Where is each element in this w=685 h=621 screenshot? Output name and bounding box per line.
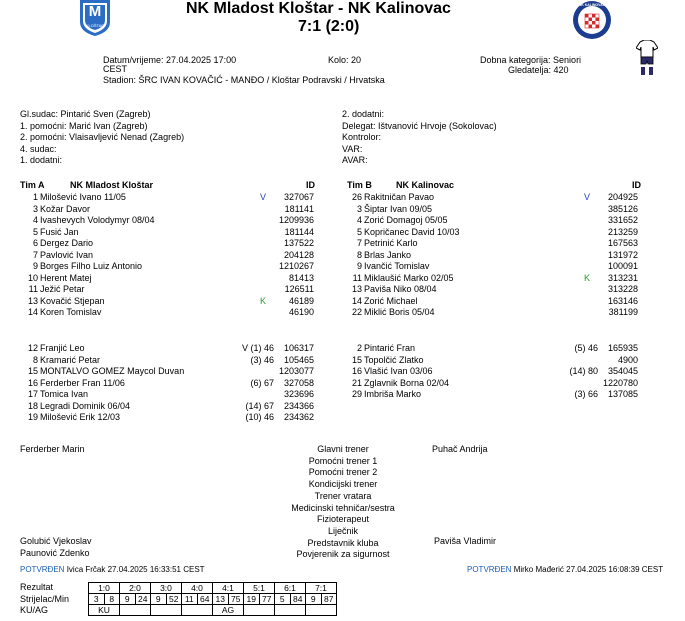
result-kuag-cell: [275, 605, 306, 616]
results-row-label-scorer: Strijelac/Min: [20, 594, 70, 604]
sub-name: Tomica Ivan: [40, 389, 89, 399]
results-row-label-kuag: KU/AG: [20, 605, 49, 615]
age-category: Dobna kategorija: Seniori: [480, 55, 582, 65]
player-id: 181141: [284, 203, 314, 214]
player-id: 100091: [607, 261, 638, 271]
official-left-line: 2. pomoćni: Vlaisavljević Nenad (Zagreb): [20, 132, 185, 142]
player-id: 204128: [283, 249, 314, 260]
sub-in-minute: (6) 67: [250, 377, 274, 388]
sub-number: 17: [27, 389, 38, 399]
sub-name: Imbriša Marko: [364, 389, 422, 399]
sub-number: 16: [27, 377, 38, 388]
player-name: Ivashevych Volodymyr 08/04: [40, 215, 155, 225]
staff-role: Kondicijski trener: [308, 479, 378, 490]
player-id: 167563: [607, 238, 638, 248]
home-confirm-text: Ivica Frčak 27.04.2025 16:33:51 CEST: [66, 565, 205, 574]
away-logo-text: NK KALINOVAC: [578, 3, 606, 7]
sub-number: 19: [27, 412, 38, 422]
player-name: Miklić Boris 05/04: [364, 307, 435, 317]
player-name: Ivančić Tomislav: [364, 261, 430, 271]
spectators: Gledatelja: 420: [508, 65, 569, 75]
result-score-cell: 5:1: [244, 583, 275, 594]
kit-icon: [636, 40, 658, 76]
home-logo-subtext: KLOŠTAR: [85, 23, 105, 28]
result-kuag-cell: AG: [213, 605, 244, 616]
official-left-line: 4. sudac:: [20, 143, 57, 154]
player-number: 7: [356, 238, 362, 248]
team-b-name: NK Kalinovac: [396, 180, 455, 190]
results-table: [88, 582, 337, 616]
team-a-id-header: ID: [306, 180, 315, 190]
sub-number: 2: [356, 343, 362, 353]
player-name: Rakitničan Pavao: [364, 192, 435, 202]
result-scorer-cell: 9: [151, 594, 167, 605]
player-id: 1209936: [278, 215, 314, 225]
staff-role: Predstavnik kluba: [307, 537, 379, 548]
away-team-logo: [572, 0, 612, 40]
sub-name: Vlašić Ivan 03/06: [364, 366, 433, 376]
player-number: 7: [32, 249, 38, 260]
sub-in-minute: (3) 66: [574, 389, 598, 399]
team-b-label: Tim B: [347, 180, 372, 190]
result-score-cell: 6:1: [275, 583, 306, 594]
result-scorer-cell: 11: [182, 594, 198, 605]
match-timezone: CEST: [103, 64, 128, 74]
staff-role: Trener vratara: [314, 490, 372, 501]
sub-in-minute: (3) 46: [250, 354, 274, 365]
player-name: Herent Matej: [40, 272, 92, 283]
away-head-coach: Puhač Andrija: [432, 444, 488, 454]
result-scorer-cell: 87: [321, 594, 337, 605]
player-id: 131972: [607, 249, 638, 260]
sub-id: 105465: [283, 354, 314, 365]
player-id: 126511: [284, 284, 314, 294]
sub-name: Kramarić Petar: [40, 354, 101, 365]
result-kuag-cell: [306, 605, 337, 616]
home-club-rep: Golubić Vjekoslav: [20, 536, 92, 546]
sub-id: 1220780: [602, 377, 638, 388]
player-name: Milošević Ivano 11/05: [40, 192, 126, 202]
player-number: 1: [32, 192, 38, 202]
result-scorer-cell: 9: [306, 594, 322, 605]
player-id: 46190: [288, 307, 314, 317]
result-scorer-cell: 52: [166, 594, 182, 605]
player-name: Paviša Niko 08/04: [364, 284, 437, 294]
result-scorer-cell: 3: [89, 594, 105, 605]
player-name: Kopričanec David 10/03: [364, 226, 460, 237]
player-number: 13: [351, 284, 362, 294]
player-role-mark: V: [260, 192, 267, 202]
sub-in-minute: V (1) 46: [241, 343, 274, 353]
player-number: 9: [356, 261, 362, 271]
player-id: 181144: [284, 226, 314, 237]
result-scorer-cell: 77: [259, 594, 275, 605]
result-scorer-cell: 19: [244, 594, 260, 605]
result-score-cell: 3:0: [151, 583, 182, 594]
result-scorer-cell: 84: [290, 594, 306, 605]
staff-role: Liječnik: [327, 525, 358, 536]
away-confirmation: [467, 565, 663, 574]
player-role-mark: K: [584, 272, 591, 283]
player-id: 313231: [607, 272, 638, 283]
sub-in-minute: (10) 46: [245, 412, 274, 422]
home-security: Paunović Zdenko: [20, 548, 90, 558]
result-scorer-cell: 75: [228, 594, 244, 605]
sub-id: 354045: [607, 366, 638, 376]
player-name: Ježić Petar: [40, 284, 85, 294]
official-left-line: 1. pomoćni: Marić Ivan (Zagreb): [20, 120, 148, 131]
player-number: 8: [356, 249, 362, 260]
home-team-logo: [80, 0, 110, 36]
player-name: Koren Tomislav: [40, 307, 102, 317]
stadium: Stadion: ŠRC IVAN KOVAČIĆ - MANĐO / Kloštar Podravski / Hrvatska: [103, 75, 385, 85]
official-left-line: 1. dodatni:: [20, 155, 63, 165]
result-scorer-cell: 9: [120, 594, 136, 605]
team-a-name: NK Mladost Kloštar: [70, 180, 154, 190]
team-a-label: Tim A: [20, 180, 45, 190]
result-scorer-cell: 13: [213, 594, 229, 605]
player-name: Kovačić Stjepan: [40, 295, 105, 306]
results-row-label-score: Rezultat: [20, 582, 54, 592]
player-name: Borges Filho Luiz Antonio: [40, 261, 143, 271]
sub-id: 323696: [283, 389, 314, 399]
staff-role: Povjerenik za sigurnost: [296, 549, 390, 560]
player-name: Zorić Domagoj 05/05: [364, 215, 448, 225]
player-name: Brlas Janko: [364, 249, 412, 260]
home-confirm-label: POTVRĐEN: [20, 565, 65, 574]
result-score-cell: 2:0: [120, 583, 151, 594]
result-kuag-cell: [120, 605, 151, 616]
sub-name: Legradi Dominik 06/04: [40, 400, 131, 411]
team-b-id-header: ID: [632, 180, 641, 190]
player-name: Dergez Dario: [40, 238, 94, 248]
official-right-line: VAR:: [342, 143, 363, 154]
home-confirmation: [20, 565, 205, 574]
sub-in-minute: (5) 46: [574, 343, 598, 353]
home-logo-letter: M: [88, 3, 102, 20]
sub-id: 234362: [283, 412, 314, 422]
sub-id: 106317: [283, 343, 314, 353]
sub-number: 15: [27, 366, 38, 376]
staff-role: Glavni trener: [317, 444, 369, 454]
player-number: 11: [352, 272, 362, 283]
staff-role: Medicinski tehničar/sestra: [291, 502, 395, 513]
sub-id: 165935: [607, 343, 638, 353]
result-scorer-cell: 8: [104, 594, 120, 605]
player-id: 213259: [607, 226, 638, 237]
player-id: 81413: [288, 272, 314, 283]
player-name: Fusić Jan: [40, 226, 79, 237]
result-kuag-cell: [182, 605, 213, 616]
match-score: 7:1 (2:0): [298, 18, 360, 35]
player-id: 204925: [607, 192, 638, 202]
player-id: 313228: [607, 284, 638, 294]
player-number: 10: [27, 272, 38, 283]
player-name: Petrinić Karlo: [364, 238, 418, 248]
sub-id: 1203077: [278, 366, 314, 376]
result-score-cell: 4:1: [213, 583, 244, 594]
player-id: 331652: [607, 215, 638, 225]
result-kuag-cell: KU: [89, 605, 120, 616]
player-name: Zorić Michael: [364, 295, 418, 306]
sub-name: Pintarić Fran: [364, 343, 416, 353]
player-number: 3: [32, 203, 38, 214]
result-scorer-cell: 64: [197, 594, 213, 605]
player-id: 385126: [607, 203, 638, 214]
player-number: 22: [351, 307, 362, 317]
away-confirm-text: Mirko Mađerić 27.04.2025 16:08:39 CEST: [513, 565, 664, 574]
player-number: 14: [351, 295, 362, 306]
result-score-cell: 7:1: [306, 583, 337, 594]
player-name: Kožar Davor: [40, 203, 91, 214]
player-number: 4: [32, 215, 38, 225]
staff-role: Pomoćni trener 1: [308, 455, 378, 466]
sub-in-minute: (14) 67: [245, 400, 274, 411]
player-number: 4: [356, 215, 362, 225]
staff-role: Fizioterapeut: [316, 514, 370, 525]
away-club-rep: Paviša Vladimir: [434, 536, 497, 546]
sub-name: Zglavnik Borna 02/04: [364, 377, 450, 388]
player-id: 1210267: [278, 261, 314, 271]
player-number: 5: [32, 226, 38, 237]
away-team-name: NK Kalinovac: [347, 0, 451, 17]
result-scorer-cell: 24: [135, 594, 151, 605]
sub-name: Franjić Leo: [40, 343, 85, 353]
title-separator: -: [338, 0, 344, 17]
sub-id: 4900: [617, 354, 638, 365]
player-name: Šiptar Ivan 09/05: [364, 203, 433, 214]
result-score-cell: 1:0: [89, 583, 120, 594]
home-head-coach: Ferderber Marin: [20, 444, 85, 454]
player-number: 6: [32, 238, 38, 248]
sub-number: 21: [351, 377, 362, 388]
result-kuag-cell: [244, 605, 275, 616]
official-right-line: 2. dodatni:: [342, 109, 385, 119]
match-title: [186, 0, 451, 18]
official-right-line: Kontrolor:: [342, 132, 382, 142]
sub-id: 327058: [283, 377, 314, 388]
official-left-line: Gl.sudac: Pintarić Sven (Zagreb): [20, 109, 151, 119]
home-team-name: NK Mladost Kloštar: [186, 0, 334, 17]
player-role-mark: K: [260, 295, 267, 306]
player-number: 11: [28, 284, 38, 294]
result-score-cell: 4:0: [182, 583, 213, 594]
sub-number: 12: [27, 343, 38, 353]
player-number: 5: [356, 226, 362, 237]
staff-role: Pomoćni trener 2: [308, 467, 378, 478]
player-id: 381199: [608, 307, 638, 317]
player-id: 327067: [283, 192, 314, 202]
away-confirm-label: POTVRĐEN: [467, 565, 512, 574]
official-right-line: AVAR:: [342, 155, 368, 165]
result-scorer-cell: 5: [275, 594, 291, 605]
match-datetime: Datum/vrijeme: 27.04.2025 17:00: [103, 55, 237, 65]
sub-name: Milošević Erik 12/03: [40, 412, 121, 422]
sub-id: 137085: [607, 389, 638, 399]
player-id: 163146: [607, 295, 638, 306]
player-number: 3: [356, 203, 362, 214]
player-name: Pavlović Ivan: [40, 249, 94, 260]
sub-name: Ferderber Fran 11/06: [40, 377, 125, 388]
sub-number: 29: [351, 389, 362, 399]
player-number: 14: [27, 307, 38, 317]
result-kuag-cell: [151, 605, 182, 616]
player-id: 137522: [283, 238, 314, 248]
sub-name: MONTALVO GOMEZ Maycol Duvan: [40, 366, 185, 376]
sub-number: 16: [351, 366, 362, 376]
sub-name: Topolčić Zlatko: [364, 354, 424, 365]
player-number: 9: [32, 261, 38, 271]
sub-id: 234366: [283, 400, 314, 411]
player-number: 13: [27, 295, 38, 306]
official-right-line: Delegat: Ištvanović Hrvoje (Sokolovac): [342, 120, 497, 131]
player-id: 46189: [288, 295, 314, 306]
player-name: Miklaušić Marko 02/05: [364, 272, 454, 283]
player-number: 26: [351, 192, 362, 202]
sub-number: 15: [351, 354, 362, 365]
match-round: Kolo: 20: [328, 55, 362, 65]
player-role-mark: V: [584, 192, 591, 202]
sub-number: 8: [32, 354, 38, 365]
sub-number: 18: [27, 400, 38, 411]
sub-in-minute: (14) 80: [569, 366, 598, 376]
